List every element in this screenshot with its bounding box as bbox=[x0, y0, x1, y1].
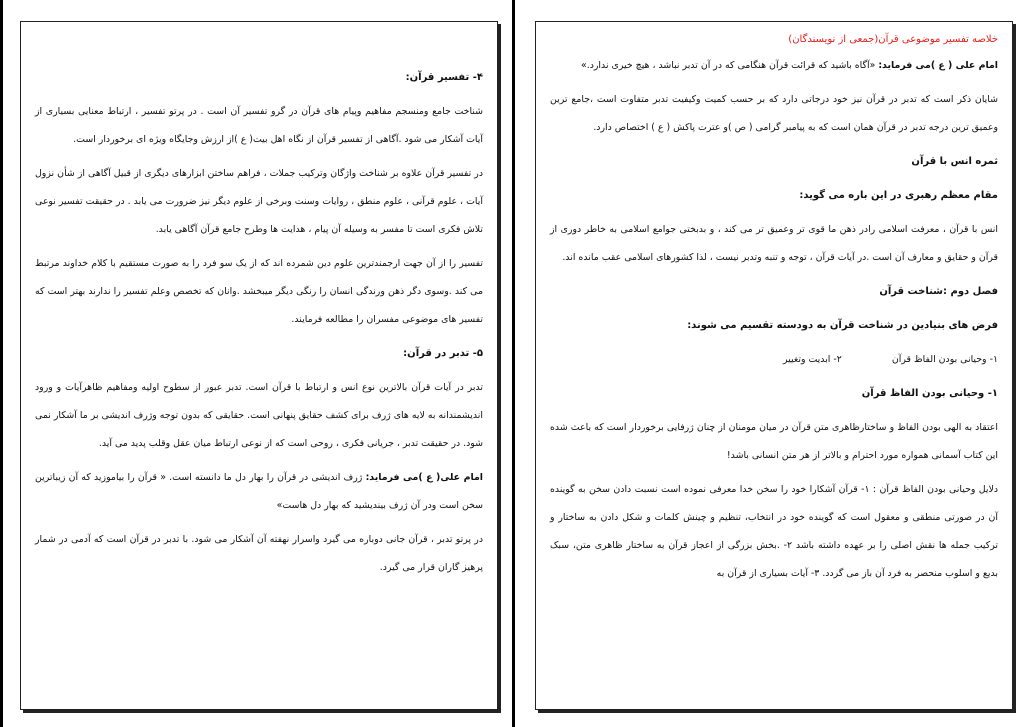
section-heading: مقام معظم رهبری در این باره می گوید: bbox=[799, 190, 998, 201]
quote-speaker: امام علی ( ع )می فرماید: bbox=[878, 60, 998, 71]
paragraph: انس با قرآن ، معرفت اسلامی رادر ذهن ما قوی تر وعمیق تر می کند ، و بدبختی جوامع اسلامی به خاطر دوری از قرآن و حقایق و معارف آن است .در آیات قرآن ، توجه و تنبه وتدبر نیست ، لذا کشورهای اسلامی عقب مانده اند. bbox=[550, 224, 998, 263]
quote-text: «آگاه باشید که قرائت قرآن هنگامی که در آن تدبر نباشد ، هیچ خیری ندارد.» bbox=[581, 60, 879, 71]
chapter-heading: فصل دوم :شناخت قرآن bbox=[879, 286, 998, 297]
paragraph: تفسیر را از آن جهت ارجمندترین علوم دین شمرده اند که از یک سو فرد را به صورت مستقیم با کلام خداوند مرتبط می کند .وسوی دگر ذهن ورندگی انسان را رنگی دیگر میبخشد .وانان که تخصص وعلم تفسیر را ندارند بهتر است که تفسیر های موضوعی مفسران را مطالعه فرمایند. bbox=[35, 258, 483, 325]
paragraph: در تفسیر قرآن علاوه بر شناخت واژگان وترکیب جملات ، فراهم ساختن ابزارهای دیگری از قبیل آگاهی از شأن نزول آیات ، علوم قرآنی ، علوم منطق ، روایات وسنت وبرخی از علوم دیگر نیز ضرورت می یابد . در حقیقت تفسیر نوعی تلاش فکری است تا مفسر به وسیله آن پیام ، هدایت ها وطرح جامع قرآن آگاهی یابد. bbox=[35, 168, 483, 235]
section-heading-tadabbur: ۵- تدبر در قرآن: bbox=[403, 348, 483, 359]
quote-paragraph bbox=[550, 52, 998, 80]
quote-speaker: امام علی( ع )می فرماید: bbox=[365, 472, 483, 483]
section-heading: فرض های بنیادین در شناخت قرآن به دودسته تقسیم می شوند: bbox=[687, 320, 998, 331]
left-divider bbox=[0, 0, 3, 727]
section-heading: ثمره انس با قرآن bbox=[911, 156, 998, 167]
center-divider bbox=[512, 0, 515, 727]
page-header: خلاصه تفسیر موضوعی قرآن(جمعی از نویسندگان) bbox=[788, 34, 998, 45]
quote-paragraph bbox=[35, 464, 483, 520]
paragraph: شایان ذکر است که تدبر در قرآن نیز خود درجاتی دارد که بر حسب کمیت وکیفیت تدبر متفاوت است ،جامع ترین وعمیق ترین درجه تدبر در قرآن همان است که به پیامبر گرامی ( ص )و عترت پاکش ( ع ) اختصاص دارد. bbox=[550, 94, 998, 133]
section-heading-tafsir: ۴- تفسیر قرآن: bbox=[405, 72, 483, 83]
list-item: ۲- ابدیت وتغییر bbox=[782, 354, 842, 365]
section-heading: ۱- وحیانی بودن الفاظ قرآن bbox=[861, 388, 998, 399]
paragraph: در پرتو تدبر ، قرآن جانی دوباره می گیرد واسرار نهفته آن آشکار می شود. با تدبر در قرآن است که آدمی در شمار پرهیز گاران قرار می گیرد. bbox=[35, 534, 483, 573]
page-right bbox=[535, 21, 1013, 710]
paragraph: دلایل وحیانی بودن الفاظ قرآن : ۱- قرآن آشکارا خود را سخن خدا معرفی نموده است نسبت دادن سخن به گوینده آن در صورتی منطقی و معقول است که گوینده خود در انتخاب، تنظیم و چینش کلمات و شکل دادن به ساختار و ترکیب جمله ها نقش اصلی را بر عهده داشته باشد ۲- .بخش بزرگی از اعجاز قرآن به ساختار ظاهری متن، سبک بدیع و اسلوب منحصر به فرد آن باز می گردد. ۳- آیات بسیاری از قرآن به bbox=[550, 484, 998, 579]
paragraph: شناخت جامع ومنسجم مفاهیم وپیام های قرآن در گرو تفسیر آن است . در پرتو تفسیر ، ارتباط معنایی بسیاری از آیات آشکار می شود .آگاهی از تفسیر قرآن از نگاه اهل بیت( ع )از ارزش وجایگاه ویژه ای برخوردار است. bbox=[35, 106, 483, 145]
paragraph: تدبر در آیات قرآن بالاترین نوع انس و ارتباط با قرآن است. تدبر عبور از سطوح اولیه ومفاهیم ظاهرآیات و ورود اندیشمندانه به لایه های ژرف برای کشف حقایق پنهانی است. حقایقی که بدون توجه وژرف اندیشی بر ما آشکار نمی شود. در حقیقت تدبر ، جریانی فکری ، روحی است که از نوعی ارتباط میان عقل وقلب پدید می آید. bbox=[35, 382, 483, 449]
quote-text: ژرف اندیشی در قرآن را بهار دل ما دانسته است. « قرآن را بیاموزید که آن زیباترین سخن است ودر آن ژرف بیندیشید که بهار دل هاست» bbox=[35, 472, 483, 511]
paragraph: اعتقاد به الهی بودن الفاظ و ساختارظاهری متن قرآن در میان مومنان از چنان ژرفایی برخوردار است که باعث شده این کتاب آسمانی همواره مورد احترام و بالاتر از هر متن انسانی باشد! bbox=[550, 422, 998, 461]
list-item: ۱- وحیانی بودن الفاظ قرآن bbox=[891, 354, 998, 365]
list-row bbox=[550, 346, 998, 374]
page-left bbox=[20, 21, 498, 710]
